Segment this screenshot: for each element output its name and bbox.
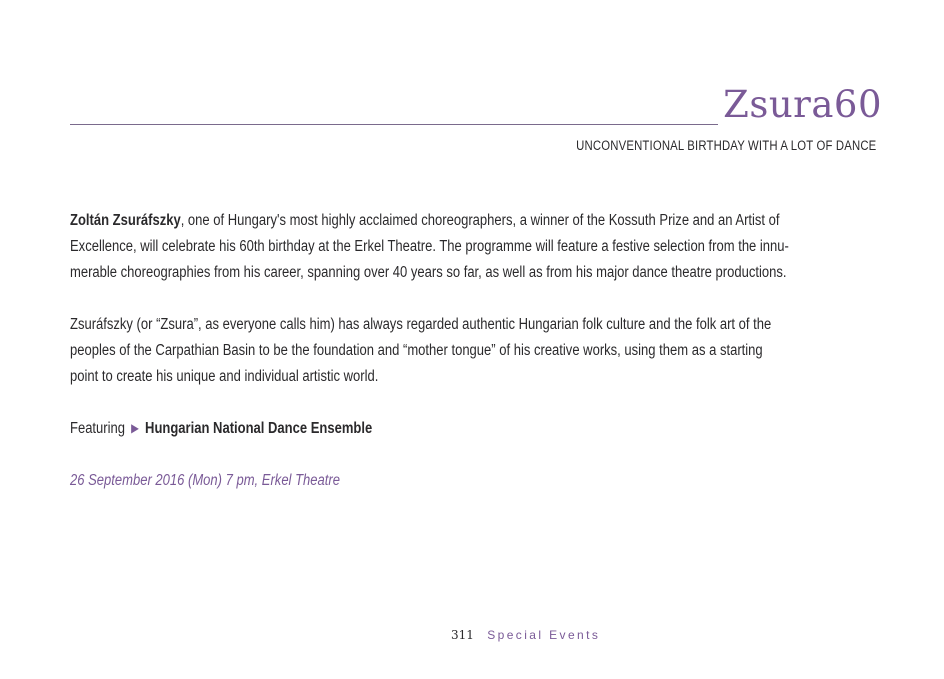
featuring-label: Featuring: [70, 420, 126, 437]
page-number: 311: [451, 628, 474, 642]
main-content: [70, 208, 855, 520]
description-line-2: peoples of the Carpathian Basin to be the foundation and “mother tongue” of his creative works, using them as a starting: [70, 342, 763, 359]
intro-line-3: merable choreographies from his career, spanning over 40 years so far, as well as from his major dance theatre productions.: [70, 264, 787, 281]
event-date: 26 September 2016 (Mon) 7 pm, Erkel Theatre: [70, 472, 340, 489]
intro-paragraph: [70, 208, 855, 286]
intro-line-2: Excellence, will celebrate his 60th birthday at the Erkel Theatre. The programme will feature a festive selection from the innu-: [70, 238, 789, 255]
description-paragraph: [70, 312, 855, 390]
featuring-line: [70, 416, 855, 442]
header-rule: [70, 124, 718, 125]
page-subtitle: UNCONVENTIONAL BIRTHDAY WITH A LOT OF DANCE: [575, 138, 876, 153]
intro-line-1: , one of Hungary's most highly acclaimed choreographers, a winner of the Kossuth Prize and an Artist of: [180, 212, 780, 229]
choreographer-name: Zoltán Zsuráfszky: [70, 212, 181, 229]
page-title: Zsura60: [723, 83, 882, 126]
description-line-1: Zsuráfszky (or “Zsura”, as everyone calls him) has always regarded authentic Hungarian folk culture and the folk art of the: [70, 316, 772, 333]
description-line-3: point to create his unique and individual artistic world.: [70, 368, 379, 385]
triangle-right-icon: ▶: [131, 421, 139, 435]
page-footer: [451, 628, 600, 642]
section-name: Special Events: [487, 628, 601, 642]
ensemble-name: Hungarian National Dance Ensemble: [145, 420, 373, 437]
